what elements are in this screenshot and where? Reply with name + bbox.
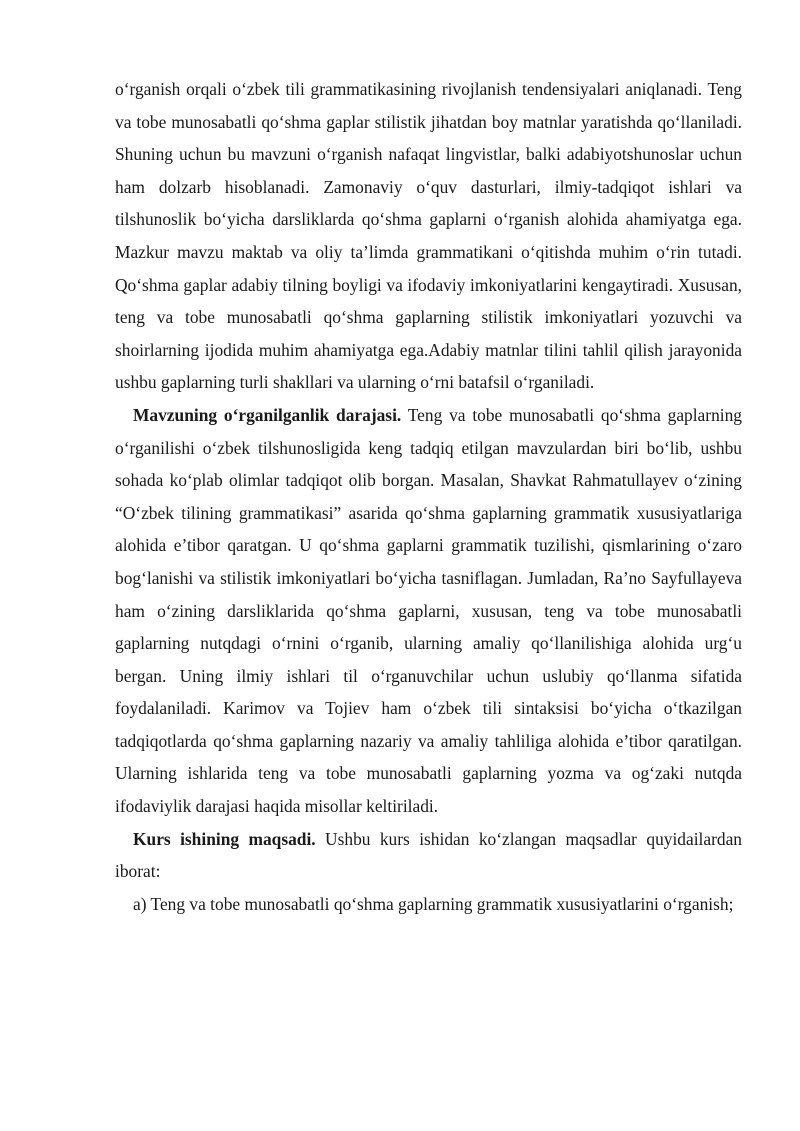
paragraph-study-level <box>115 399 742 823</box>
list-item-a: a) Teng va tobe munosabatli qo‘shma gaplarning grammatik xususiyatlarini o‘rganish; <box>133 893 734 914</box>
section-heading-study-level: Mavzuning o‘rganilganlik darajasi. <box>133 404 402 425</box>
paragraph-course-goal <box>115 823 742 888</box>
paragraph-study-level-body: Teng va tobe munosabatli qo‘shma gaplarning o‘rganilishi o‘zbek tilshunosligida keng tadqiq etilgan mavzulardan biri bo‘lib, ushbu sohada ko‘plab olimlar tadqiqot olib borgan. Masalan, Shavkat Rahmatullayev o‘zining “O‘zbek tilining grammatikasi” asarida qo‘shma gaplarning grammatik xususiyatlariga alohida e’tibor qaratgan. U qo‘shma gaplarni grammatik tuzilishi, qismlarining o‘zaro bog‘lanishi va stilistik imkoniyatlari bo‘yicha tasniflagan. Jumladan, Ra’no Sayfullayeva ham o‘zining darsliklarida qo‘shma gaplarni, xususan, teng va tobe munosabatli gaplarning nutqdagi o‘rnini o‘rganib, ularning amaliy qo‘llanilishiga alohida urg‘u bergan. Uning ilmiy ishlari til o‘rganuvchilar uchun uslubiy qo‘llanma sifatida foydalaniladi. Karimov va Tojiev ham o‘zbek tili sintaksisi bo‘yicha o‘tkazilgan tadqiqotlarda qo‘shma gaplarning nazariy va amaliy tahliliga alohida e’tibor qaratilgan. Ularning ishlarida teng va tobe munosabatli gaplarning yozma va og‘zaki nutqda ifodaviylik darajasi haqida misollar keltiriladi. <box>115 404 742 817</box>
paragraph-course-goal-body: Ushbu kurs ishidan ko‘zlangan maqsadlar quyidailardan iborat: <box>115 828 742 882</box>
section-heading-course-goal: Kurs ishining maqsadi. <box>133 828 316 849</box>
document-page <box>115 73 742 920</box>
paragraph-intro-continued: o‘rganish orqali o‘zbek tili grammatikasining rivojlanish tendensiyalari aniqlanadi. Teng va tobe munosabatli qo‘shma gaplar stilistik jihatdan boy matnlar yaratishda qo‘llaniladi. Shuning uchun bu mavzuni o‘rganish nafaqat lingvistlar, balki adabiyotshunoslar uchun ham dolzarb hisoblanadi. Zamonaviy o‘quv dasturlari, ilmiy-tadqiqot ishlari va tilshunoslik bo‘yicha darsliklarda qo‘shma gaplarni o‘rganish alohida ahamiyatga ega. Mazkur mavzu maktab va oliy ta’limda grammatikani o‘qitishda muhim o‘rin tutadi. Qo‘shma gaplar adabiy tilning boyligi va ifodaviy imkoniyatlarini kengaytiradi. Xususan, teng va tobe munosabatli qo‘shma gaplarning stilistik imkoniyatlari yozuvchi va shoirlarning ijodida muhim ahamiyatga ega.Adabiy matnlar tilini tahlil qilish jarayonida ushbu gaplarning turli shakllari va ularning o‘rni batafsil o‘rganiladi. <box>115 79 742 393</box>
